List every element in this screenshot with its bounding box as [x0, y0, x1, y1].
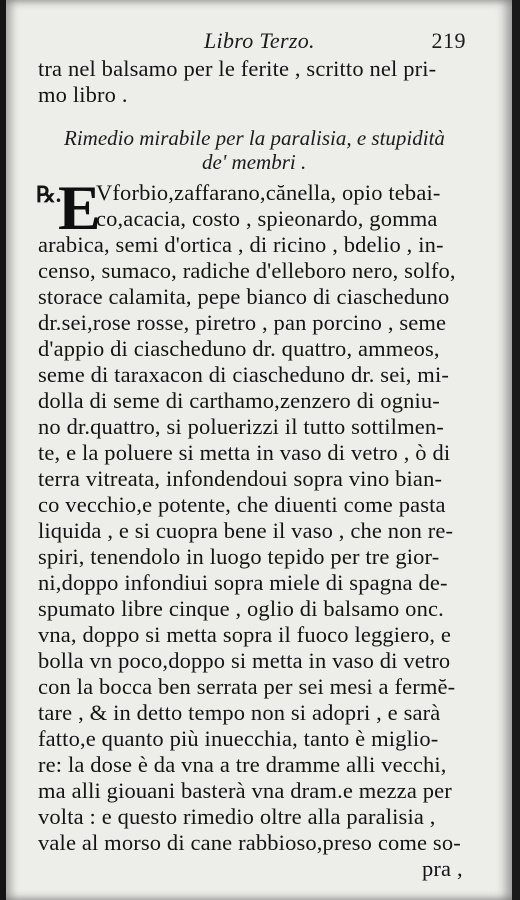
book-page — [6, 0, 512, 900]
body-line: fatto,e quanto più inuecchia, tanto è miglio- — [38, 726, 439, 751]
body-line: vna, doppo si metta sopra il fuoco leggiero, e — [38, 622, 452, 647]
section-heading-line-1: Rimedio mirabile per la paralisia, e stupidità — [64, 126, 445, 150]
drop-cap: E — [58, 172, 101, 243]
body-line: arabica, semi d'ortica , di ricino , bdelio , in- — [38, 232, 444, 257]
body-line: vale al morso di cane rabbioso,preso come so- — [38, 830, 461, 855]
body-line: volta : e questo rimedio oltre alla paralisia , — [38, 804, 436, 829]
body-line: d'appio di ciascheduno dr. quattro, ammeos, — [38, 336, 440, 361]
running-head: Libro Terzo. — [204, 28, 315, 53]
continuation-line-2: mo libro . — [38, 82, 128, 107]
body-line: dr.sei,rose rosse, piretro , pan porcino , seme — [38, 310, 447, 335]
body-line: censo, sumaco, radiche d'elleboro nero, solfo, — [38, 258, 456, 283]
body-line-indented-1: Vforbio,zaffarano,cănella, opio tebai- — [96, 180, 441, 205]
body-line: spumato libre cinque , oglio di balsamo onc. — [38, 596, 444, 621]
body-line: con la bocca ben serrata per sei mesi a fermĕ- — [38, 674, 456, 699]
body-line: bolla vn poco,doppo si metta in vaso di vetro — [38, 648, 451, 673]
body-line: tare , & in detto tempo non si adopri , e sarà — [38, 700, 441, 725]
body-line: dolla di seme di carthamo,zenzero di ogniu- — [38, 388, 440, 413]
body-line: ma alli giouani basterà vna dram.e mezza per — [38, 778, 452, 803]
body-line: storace calamita, pepe bianco di ciascheduno — [38, 284, 450, 309]
page-header — [36, 28, 466, 54]
body-line-last: pra , — [422, 856, 463, 881]
page-number: 219 — [431, 28, 466, 53]
body-line: spiri, tenendolo in luogo tepido per tre gior- — [38, 544, 440, 569]
body-line: liquida , e si cuopra bene il vaso , che non re- — [38, 518, 454, 543]
body-line: no dr.quattro, si poluerizzi il tutto sottilmen- — [38, 414, 444, 439]
section-heading-line-2: de' membri . — [202, 150, 307, 174]
page-edge-right — [512, 0, 520, 900]
body-line: co vecchio,e potente, che diuenti come pasta — [38, 492, 446, 517]
body-line-indented-2: co,acacia, costo , spieonardo, gomma — [96, 206, 438, 231]
body-line: te, e la poluere si metta in vaso di vetro , ò di — [38, 440, 451, 465]
body-line: seme di taraxacon di ciascheduno dr. sei, mi- — [38, 362, 449, 387]
recipe-symbol: ℞. — [36, 182, 62, 207]
body-line: terra vitreata, infondendoui sopra vino bian- — [38, 466, 443, 491]
continuation-line-1: tra nel balsamo per le ferite , scritto nel pri- — [38, 56, 437, 81]
body-line: ni,doppo infondiui sopra miele di spagna de- — [38, 570, 448, 595]
body-line: re: la dose è da vna a tre dramme alli vecchi, — [38, 752, 447, 777]
